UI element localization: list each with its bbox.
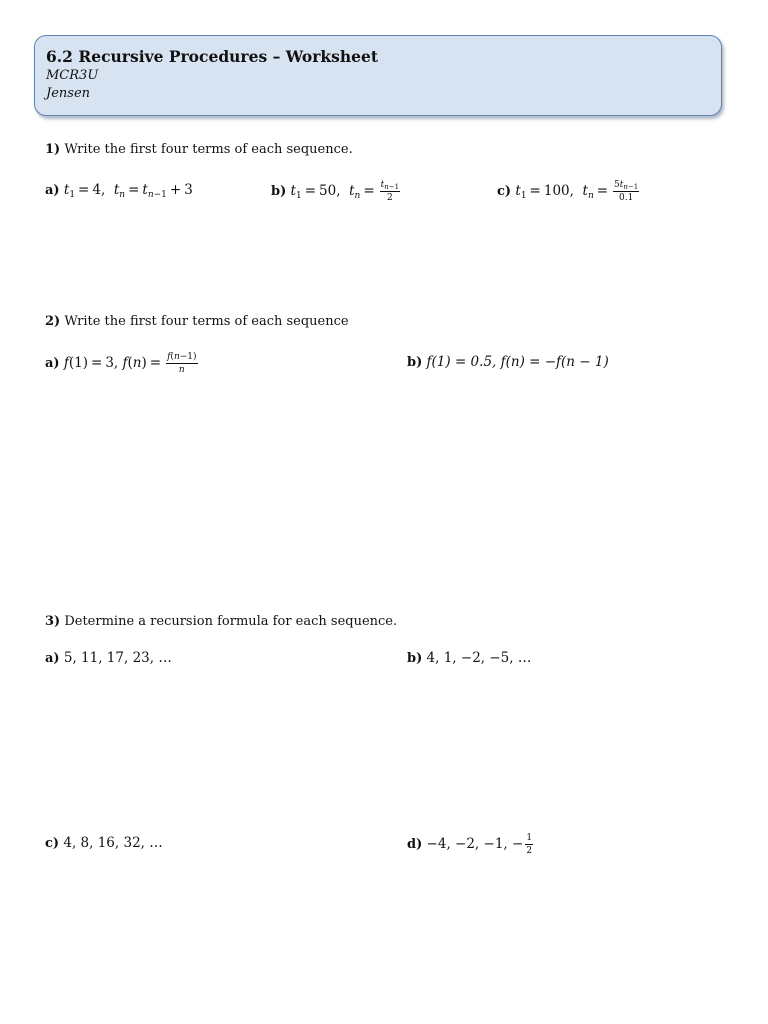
question-2-instruction: Write the first four terms of each sequence bbox=[64, 314, 349, 329]
question-1a bbox=[45, 180, 193, 201]
worksheet-title: 6.2 Recursive Procedures – Worksheet bbox=[46, 47, 378, 66]
question-3c-label: c) bbox=[45, 836, 60, 851]
question-3d-sequence: −4, −2, −1, − bbox=[426, 836, 524, 852]
question-2a-label: a) bbox=[45, 356, 60, 371]
question-1c-formula: $t_1 = 100$, $t_n$ = $\frac{5t_{n-1}}{0.1}$ bbox=[515, 180, 639, 203]
question-1b-label: b) bbox=[271, 184, 287, 199]
course-code: MCR3U bbox=[46, 68, 99, 83]
question-1 bbox=[45, 142, 353, 158]
question-1-number: 1) bbox=[45, 142, 61, 157]
question-1b-formula: $t_1 = 50$, $t_n$ = $\frac{t_{n-1}}{2}$ bbox=[290, 180, 400, 203]
question-3d bbox=[407, 833, 533, 856]
question-1c-label: c) bbox=[497, 184, 512, 199]
question-1b bbox=[271, 180, 400, 203]
question-3d-half-fraction: $\frac{1}{2}$ bbox=[526, 833, 533, 856]
question-2b-formula: f(1) = 0.5, f(n) = −f(n − 1) bbox=[426, 354, 609, 370]
question-1c bbox=[497, 180, 639, 203]
question-3a bbox=[45, 648, 172, 669]
question-1-instruction: Write the first four terms of each sequence. bbox=[64, 142, 353, 157]
question-2b bbox=[407, 352, 609, 373]
question-3a-label: a) bbox=[45, 651, 60, 666]
question-3-instruction: Determine a recursion formula for each sequence. bbox=[64, 614, 398, 629]
question-1a-formula: $t_1 = 4$, $t_n = t_{n-1} + 3$ bbox=[63, 182, 193, 200]
question-3b-sequence: 4, 1, −2, −5, … bbox=[426, 650, 532, 666]
question-3 bbox=[45, 614, 397, 630]
question-3c bbox=[45, 833, 163, 854]
worksheet-header bbox=[34, 35, 722, 116]
question-1a-label: a) bbox=[45, 183, 60, 198]
question-2 bbox=[45, 314, 349, 330]
question-3b bbox=[407, 648, 531, 669]
question-3b-label: b) bbox=[407, 651, 423, 666]
question-2b-label: b) bbox=[407, 355, 423, 370]
question-2a bbox=[45, 352, 198, 375]
question-3a-sequence: 5, 11, 17, 23, … bbox=[63, 650, 172, 666]
question-2a-formula: f(1) = 3, f(n) = $\frac{f(n-1)}{n}$ bbox=[63, 352, 197, 375]
question-3d-label: d) bbox=[407, 837, 423, 852]
question-2-number: 2) bbox=[45, 314, 61, 329]
question-3c-sequence: 4, 8, 16, 32, … bbox=[63, 835, 163, 851]
question-3-number: 3) bbox=[45, 614, 61, 629]
teacher-name: Jensen bbox=[46, 86, 91, 101]
